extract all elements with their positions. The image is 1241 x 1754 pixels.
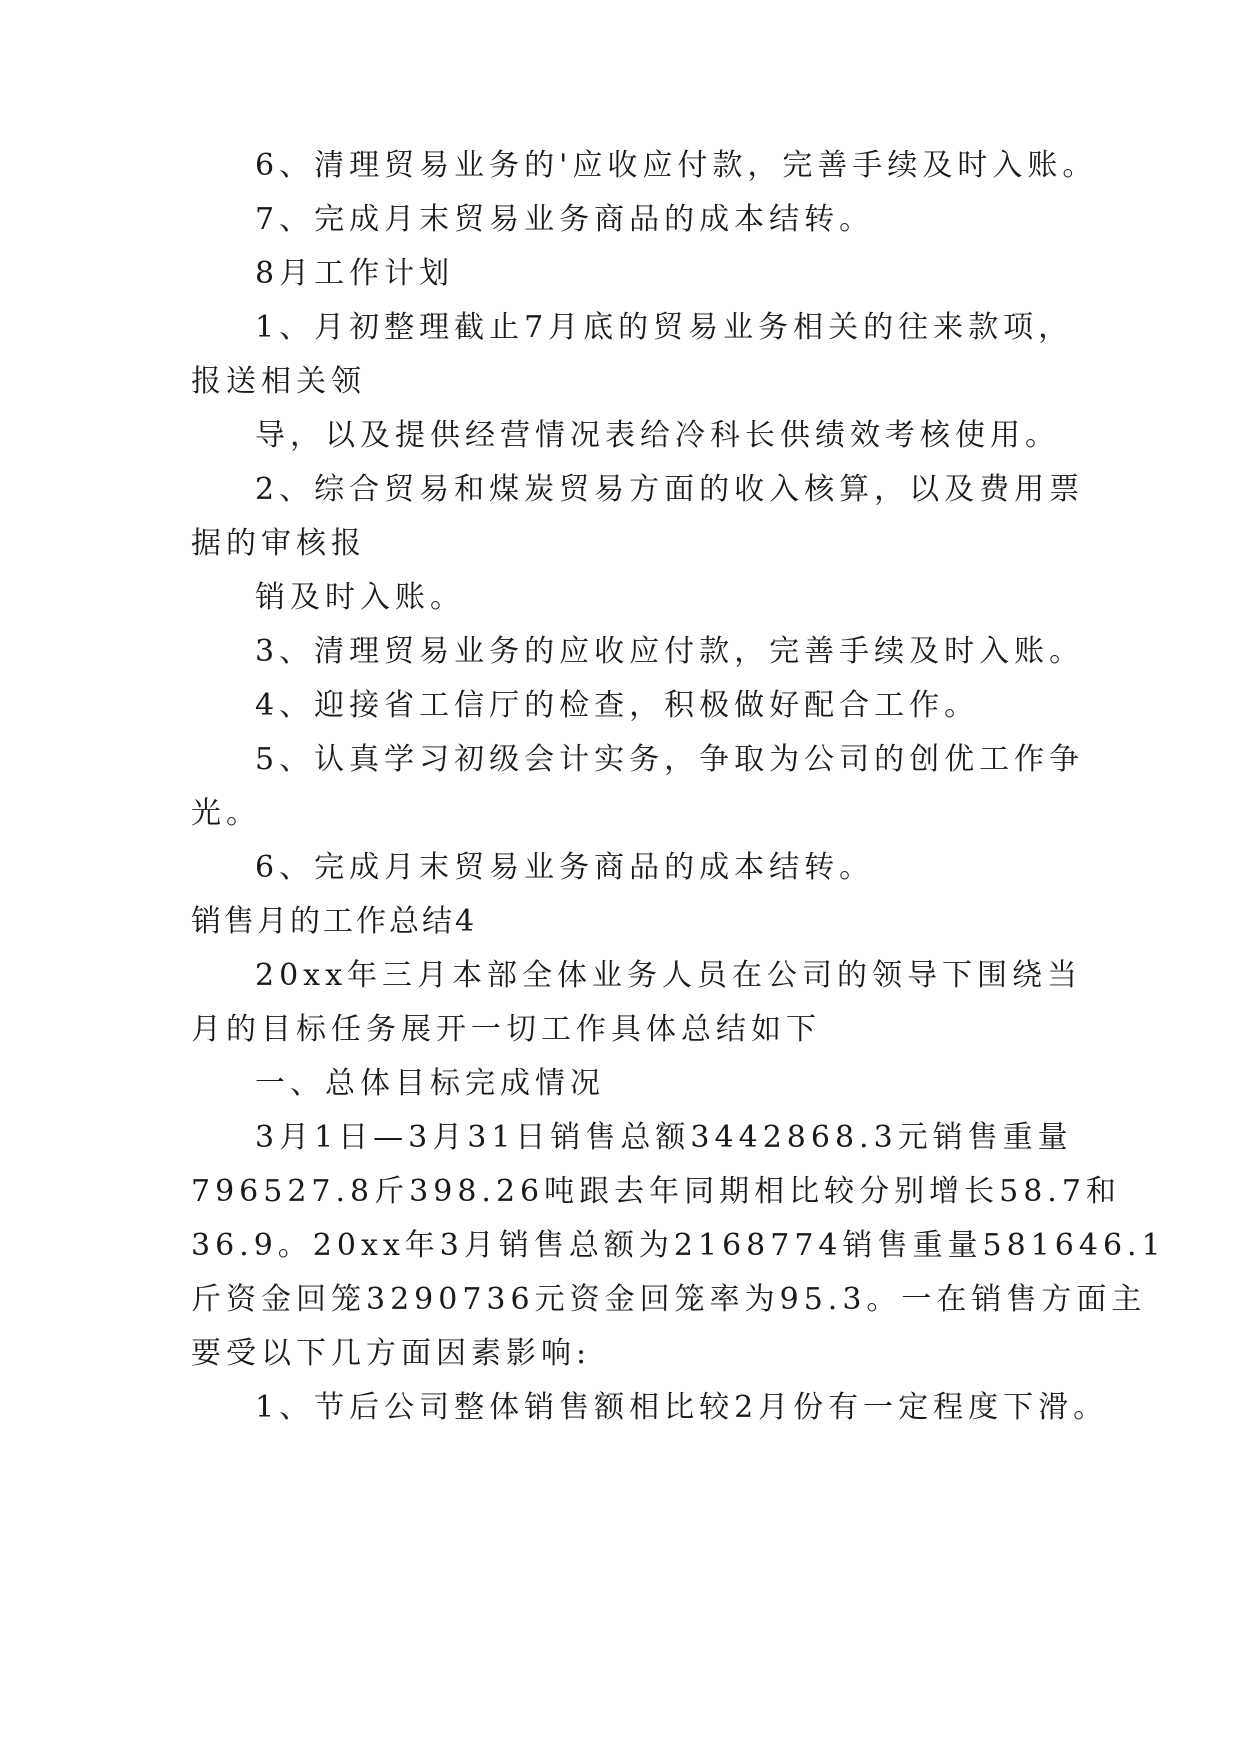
- paragraph-line: 3、清理贸易业务的应收应付款，完善手续及时入账。: [255, 634, 1085, 669]
- paragraph-line: 4、迎接省工信厅的检查，积极做好配合工作。: [255, 688, 980, 723]
- paragraph-line: 3月1日—3月31日销售总额3442868.3元销售重量: [255, 1120, 1073, 1155]
- paragraph-line: 1、月初整理截止7月底的贸易业务相关的往来款项，: [255, 310, 1074, 345]
- paragraph-line: 6、清理贸易业务的'应收应付款，完善手续及时入账。: [255, 148, 1098, 183]
- paragraph-line: 斤资金回笼3290736元资金回笼率为95.3。一在销售方面主: [191, 1282, 1147, 1317]
- paragraph-line: 2、综合贸易和煤炭贸易方面的收入核算，以及费用票: [255, 472, 1085, 507]
- paragraph-line: 796527.8斤398.26吨跟去年同期相比较分别增长58.7和: [191, 1174, 1121, 1209]
- paragraph-line: 5、认真学习初级会计实务，争取为公司的创优工作争: [255, 742, 1085, 777]
- paragraph-line: 据的审核报: [191, 526, 366, 561]
- paragraph-line: 光。: [191, 796, 261, 831]
- paragraph-line: 报送相关领: [191, 364, 366, 399]
- paragraph-line: 20xx年三月本部全体业务人员在公司的领导下围绕当: [255, 958, 1083, 993]
- paragraph-line: 月的目标任务展开一切工作具体总结如下: [191, 1012, 821, 1047]
- paragraph-line: 1、节后公司整体销售额相比较2月份有一定程度下滑。: [255, 1390, 1109, 1425]
- section-heading: 8月工作计划: [255, 256, 455, 291]
- paragraph-line: 要受以下几方面因素影响:: [191, 1336, 592, 1371]
- section-title: 销售月的工作总结4: [191, 904, 478, 939]
- paragraph-line: 导，以及提供经营情况表给冷科长供绩效考核使用。: [255, 418, 1060, 453]
- paragraph-line: 7、完成月末贸易业务商品的成本结转。: [255, 202, 875, 237]
- paragraph-line: 36.9。20xx年3月销售总额为2168774销售重量581646.1: [191, 1228, 1166, 1263]
- paragraph-line: 销及时入账。: [255, 580, 465, 615]
- section-heading: 一、总体目标完成情况: [255, 1066, 605, 1101]
- paragraph-line: 6、完成月末贸易业务商品的成本结转。: [255, 850, 875, 885]
